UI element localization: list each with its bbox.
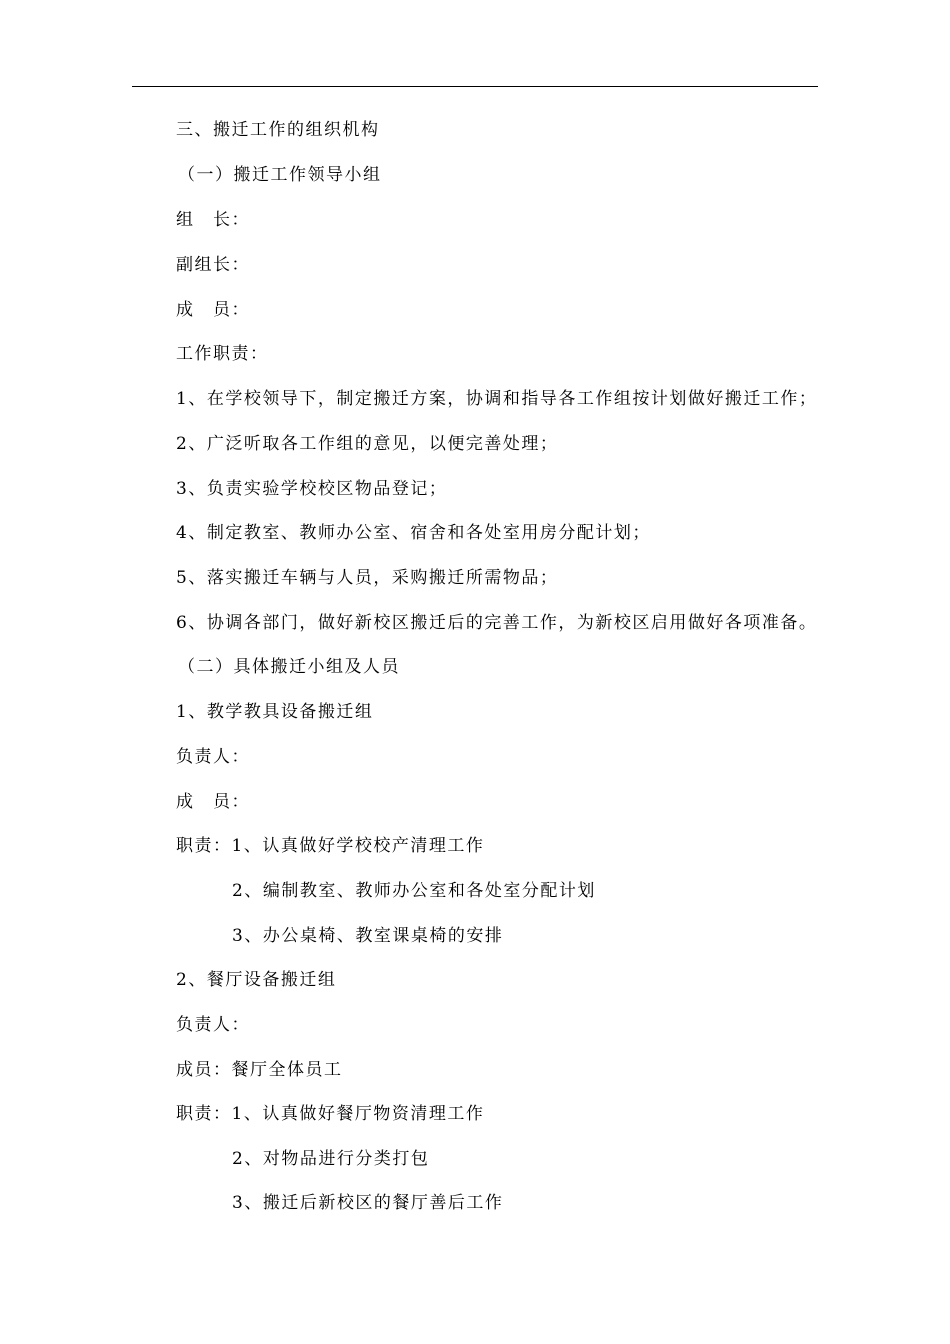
responsibility-item: 2、对物品进行分类打包 xyxy=(232,1149,430,1169)
duty-item: 6、协调各部门，做好新校区搬迁后的完善工作，为新校区启用做好各项准备。 xyxy=(176,613,818,633)
members-line: 成员：餐厅全体员工 xyxy=(176,1060,343,1080)
responsibility-item: 3、办公桌椅、教室课桌椅的安排 xyxy=(232,926,504,946)
duty-item: 5、落实搬迁车辆与人员，采购搬迁所需物品； xyxy=(176,568,559,588)
responsibility-item: 职责：1、认真做好餐厅物资清理工作 xyxy=(176,1104,485,1124)
section-heading: 三、搬迁工作的组织机构 xyxy=(176,120,380,140)
members-line: 成 员： xyxy=(176,300,250,320)
duty-item: 1、在学校领导下，制定搬迁方案，协调和指导各工作组按计划做好搬迁工作； xyxy=(176,389,818,409)
duty-item: 4、制定教室、教师办公室、宿舍和各处室用房分配计划； xyxy=(176,523,651,543)
deputy-leader-line: 副组长： xyxy=(176,255,250,275)
person-in-charge-line: 负责人： xyxy=(176,1015,250,1035)
responsibility-item: 2、编制教室、教师办公室和各处室分配计划 xyxy=(232,881,596,901)
group-title: 1、教学教具设备搬迁组 xyxy=(176,702,374,722)
duty-item: 3、负责实验学校校区物品登记； xyxy=(176,479,448,499)
responsibility-item: 3、搬迁后新校区的餐厅善后工作 xyxy=(232,1193,504,1213)
duty-item: 2、广泛听取各工作组的意见，以便完善处理； xyxy=(176,434,559,454)
duties-heading: 工作职责： xyxy=(176,344,269,364)
header-rule xyxy=(132,86,818,87)
responsibility-item: 职责：1、认真做好学校校产清理工作 xyxy=(176,836,485,856)
group-title: 2、餐厅设备搬迁组 xyxy=(176,970,337,990)
members-line: 成 员： xyxy=(176,792,250,812)
person-in-charge-line: 负责人： xyxy=(176,747,250,767)
subsection-heading: （一）搬迁工作领导小组 xyxy=(178,165,382,185)
group-leader-line: 组 长： xyxy=(176,210,250,230)
subsection-heading: （二）具体搬迁小组及人员 xyxy=(178,657,400,677)
